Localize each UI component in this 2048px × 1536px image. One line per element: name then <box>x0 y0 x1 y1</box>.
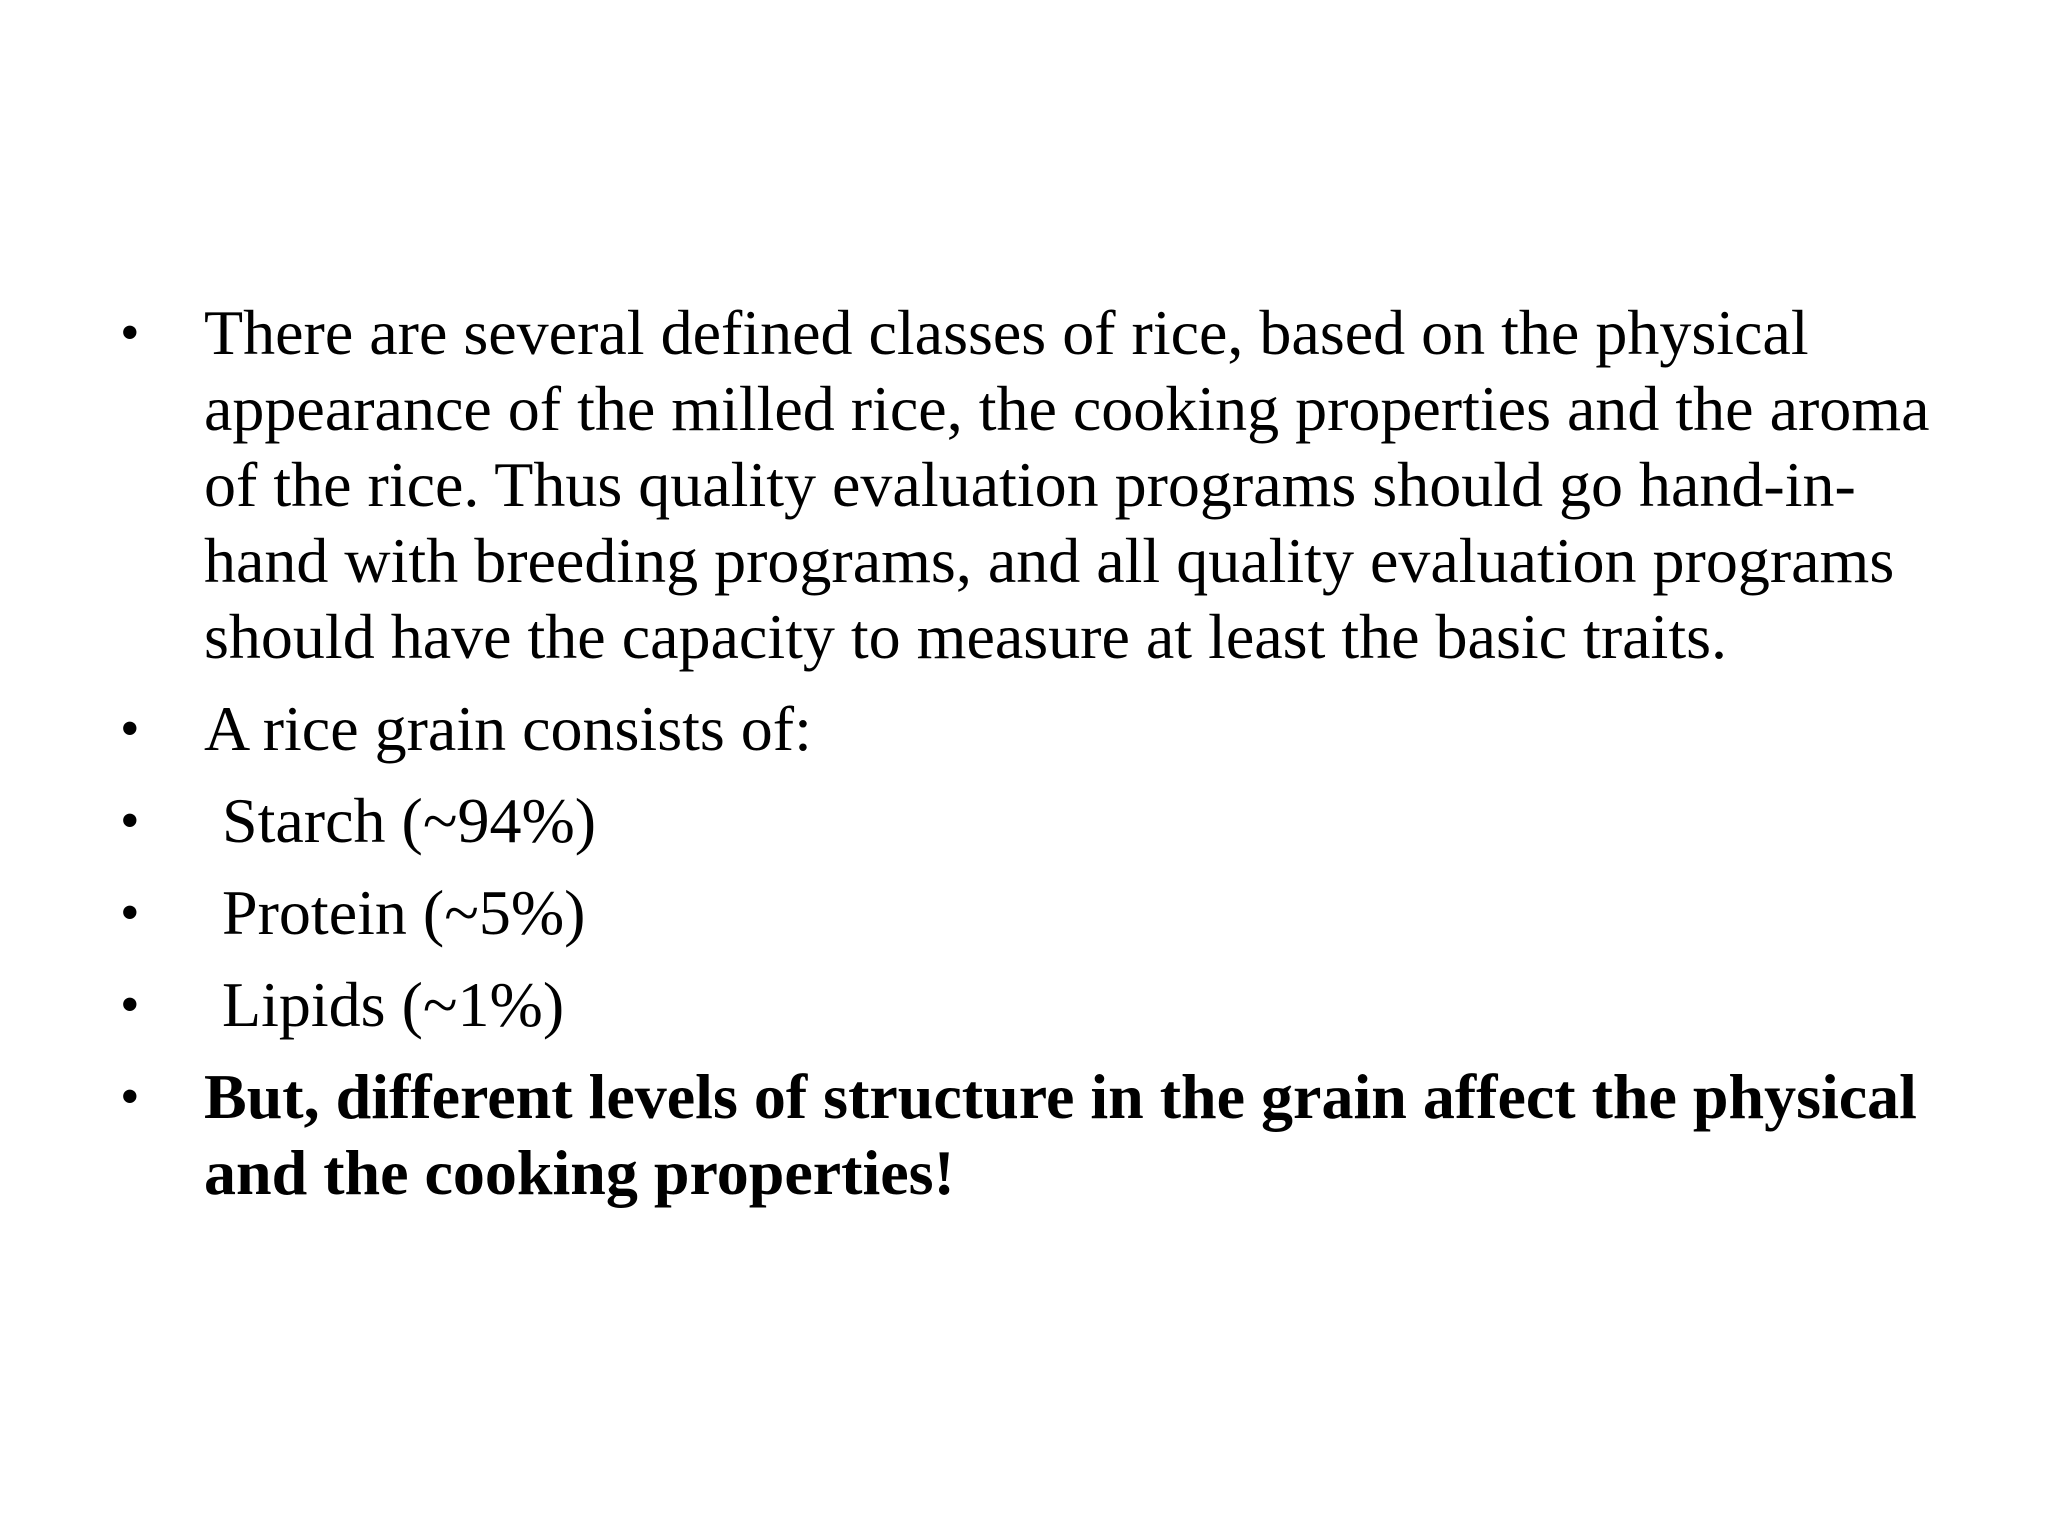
bullet-text: Starch (~94%) <box>222 785 597 856</box>
bullet-text: There are several defined classes of rice, based on the physical appearance of the milled rice, the cooking properties and the aroma of the rice. Thus quality evaluation programs should go hand-in-hand with breeding programs, and all quality evaluation programs should have the capacity to measure at least the basic traits. <box>204 297 1930 672</box>
bullet-text: Lipids (~1%) <box>222 969 565 1040</box>
bullet-dot-icon: • <box>120 1066 140 1128</box>
list-item <box>120 967 1950 1043</box>
bullet-dot-icon: • <box>120 790 140 852</box>
list-item <box>120 1059 1950 1211</box>
bullet-list <box>120 295 1950 1227</box>
bullet-dot-icon: • <box>120 698 140 760</box>
bullet-text: Protein (~5%) <box>222 877 586 948</box>
list-item <box>120 875 1950 951</box>
bullet-text: A rice grain consists of: <box>204 693 812 764</box>
bullet-dot-icon: • <box>120 974 140 1036</box>
list-item <box>120 783 1950 859</box>
bullet-dot-icon: • <box>120 882 140 944</box>
list-item <box>120 691 1950 767</box>
bullet-dot-icon: • <box>120 302 140 364</box>
list-item <box>120 295 1950 675</box>
bullet-text: But, different levels of structure in the grain affect the physical and the cooking properties! <box>204 1061 1917 1208</box>
